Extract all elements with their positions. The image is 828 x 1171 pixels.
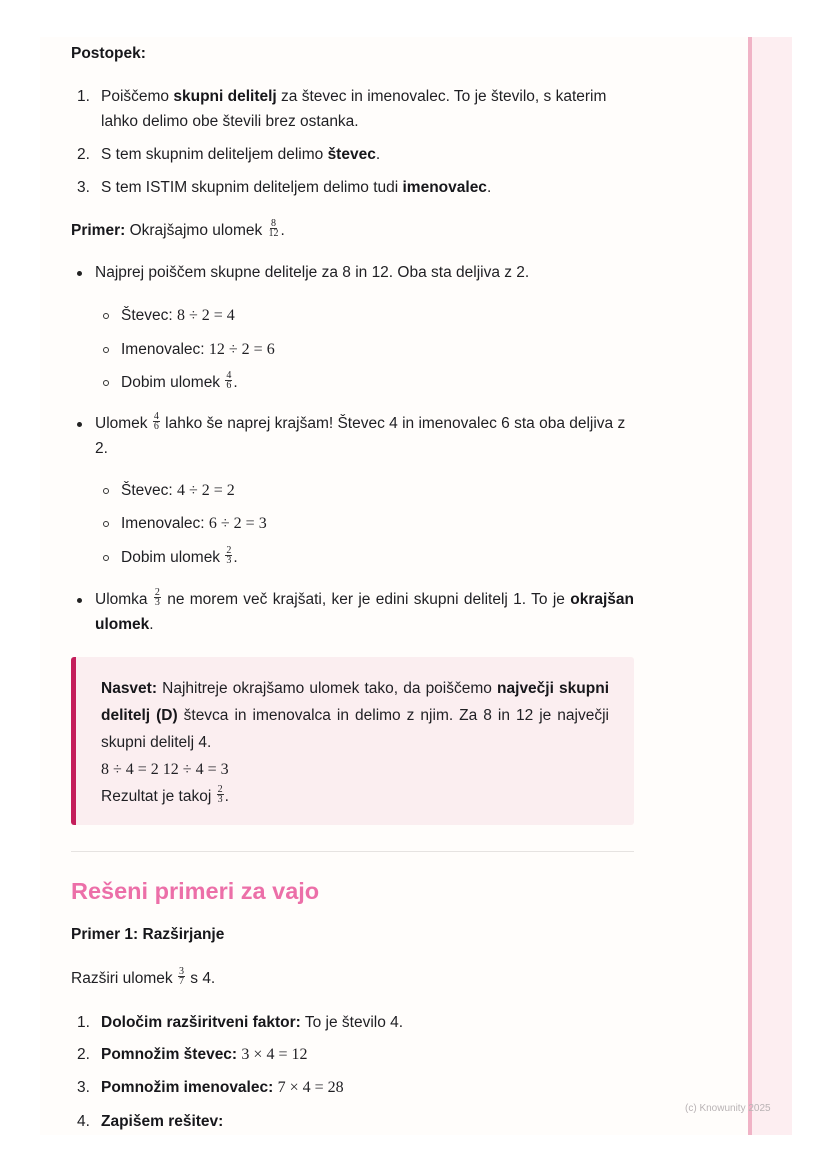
circle-bullet-icon <box>103 380 109 386</box>
fraction <box>225 546 232 565</box>
bullet-icon <box>77 422 82 427</box>
tip-math: 8 ÷ 4 = 2 12 ÷ 4 = 3 <box>101 761 229 778</box>
fraction-numerator: 8 <box>271 218 277 230</box>
fraction-denominator: 12 <box>268 228 279 240</box>
circle-bullet-icon <box>103 521 109 527</box>
example-step-3 <box>77 1075 634 1100</box>
math-expression: 12 ÷ 2 = 6 <box>208 341 275 358</box>
math-expression: 3 × 4 = 12 <box>241 1046 308 1063</box>
bullet-text: Ulomka <box>95 591 153 608</box>
bullet-text: Ulomek <box>95 415 152 432</box>
sub-item <box>71 478 634 503</box>
tip-callout <box>71 657 634 825</box>
circle-bullet-icon <box>103 488 109 494</box>
sub-label: Števec: <box>121 482 177 499</box>
bullet-icon <box>77 598 82 603</box>
step-number: 1. <box>77 1014 90 1031</box>
sub-label: Števec: <box>121 307 177 324</box>
sub-item <box>71 337 634 362</box>
side-panel <box>752 37 792 1135</box>
fraction-numerator: 4 <box>153 411 159 423</box>
step-text: S tem skupnim deliteljem delimo <box>101 146 328 163</box>
circle-bullet-icon <box>103 347 109 353</box>
fraction-denominator: 7 <box>178 976 184 988</box>
step-bold: Zapišem rešitev: <box>101 1113 224 1130</box>
punctuation: . <box>224 788 229 805</box>
sub-item <box>71 303 634 328</box>
step-text: To je število 4. <box>300 1014 404 1031</box>
section-divider <box>71 851 634 852</box>
fraction-denominator: 6 <box>226 380 232 392</box>
tip-result <box>101 783 609 810</box>
fraction <box>154 588 161 607</box>
fraction <box>153 412 160 431</box>
bullet-item-1 <box>71 260 634 285</box>
bullet-item-2 <box>71 411 634 461</box>
fraction <box>178 967 185 986</box>
fraction-numerator: 2 <box>154 587 160 599</box>
step-text: . <box>486 179 492 196</box>
bullet-text: Najprej poiščem skupne delitelje za 8 in 12. Oba sta deljiva z 2. <box>95 264 530 281</box>
tip-body <box>101 675 609 810</box>
example-step-4 <box>77 1109 634 1134</box>
copyright-footer: (c) Knowunity 2025 <box>685 1103 771 1114</box>
tip-label: Nasvet: <box>101 680 157 697</box>
step-number: 4. <box>77 1113 90 1130</box>
postopek-step-1 <box>77 84 634 134</box>
circle-bullet-icon <box>103 555 109 561</box>
fraction <box>268 219 280 238</box>
step-text: Poiščemo <box>101 88 174 105</box>
bullet-item-3 <box>71 587 634 637</box>
step-bold: Pomnožim števec: <box>101 1046 238 1063</box>
primer-text: Okrajšajmo ulomek <box>125 222 267 239</box>
step-number: 2. <box>77 1046 90 1063</box>
math-expression: 8 ÷ 2 = 4 <box>177 307 235 324</box>
example-title: Primer 1: Razširjanje <box>71 926 225 943</box>
tip-text: Najhitreje okrajšamo ulomek tako, da poiščemo <box>157 680 498 697</box>
fraction <box>217 785 224 804</box>
postopek-step-3 <box>77 175 634 200</box>
fraction-denominator: 3 <box>217 794 223 806</box>
tip-paragraph <box>101 675 609 756</box>
step-text: . <box>375 146 381 163</box>
sub-label: Dobim ulomek <box>121 549 225 566</box>
fraction-denominator: 3 <box>226 555 232 567</box>
tip-bold: največji skupni delitelj (D) <box>101 680 609 724</box>
fraction-denominator: 3 <box>154 597 160 609</box>
step-text: za števec in imenovalec. To je število, s katerim lahko delimo obe števili brez ostanka. <box>101 88 607 130</box>
math-expression: 6 ÷ 2 = 3 <box>208 515 267 532</box>
step-bold: imenovalec <box>402 179 487 196</box>
primer-paragraph <box>71 218 634 243</box>
fraction-numerator: 2 <box>226 545 232 557</box>
bullet-text: lahko še naprej krajšam! Števec 4 in imenovalec 6 sta oba deljiva z 2. <box>95 415 626 457</box>
step-bold: števec <box>327 146 376 163</box>
postopek-step-2 <box>77 142 634 167</box>
fraction-numerator: 3 <box>178 966 184 978</box>
example-step-1 <box>77 1010 634 1035</box>
fraction <box>225 371 232 390</box>
sub-item <box>71 545 634 570</box>
sub-label: Dobim ulomek <box>121 374 225 391</box>
punctuation: . <box>233 374 238 391</box>
step-bold: Pomnožim imenovalec: <box>101 1079 274 1096</box>
section-heading: Rešeni primeri za vajo <box>71 878 320 904</box>
tip-result-text: Rezultat je takoj <box>101 788 216 805</box>
task-text: s 4. <box>185 970 216 987</box>
punctuation: . <box>149 616 154 633</box>
step-number: 2. <box>77 146 90 163</box>
punctuation: . <box>233 549 238 566</box>
sub-label: Imenovalec: <box>121 341 209 358</box>
step-text: S tem ISTIM skupnim deliteljem delimo tudi <box>101 179 403 196</box>
tip-text: števca in imenovalca in delimo z njim. Za 8 in 12 je največji skupni delitelj 4. <box>101 707 609 751</box>
step-number: 1. <box>77 88 90 105</box>
bullet-bold: okrajšan ulomek <box>95 591 634 633</box>
math-expression: 7 × 4 = 28 <box>277 1079 344 1096</box>
primer-label: Primer: <box>71 222 126 239</box>
step-number: 3. <box>77 179 90 196</box>
circle-bullet-icon <box>103 313 109 319</box>
fraction-denominator: 6 <box>153 421 159 433</box>
example-task <box>71 966 634 991</box>
sub-item <box>71 370 634 395</box>
bullet-icon <box>77 271 82 276</box>
sub-label: Imenovalec: <box>121 515 209 532</box>
fraction-numerator: 4 <box>226 370 232 382</box>
fraction-numerator: 2 <box>217 784 223 796</box>
math-expression: 4 ÷ 2 = 2 <box>177 482 235 499</box>
postopek-heading: Postopek: <box>71 45 146 62</box>
step-number: 3. <box>77 1079 90 1096</box>
step-bold: skupni delitelj <box>173 88 277 105</box>
step-bold: Določim razširitveni faktor: <box>101 1014 301 1031</box>
bullet-text: ne morem več krajšati, ker je edini skupni delitelj 1. To je <box>161 591 571 608</box>
example-step-2 <box>77 1042 634 1067</box>
punctuation: . <box>280 222 285 239</box>
sub-item <box>71 511 634 536</box>
tip-accent-bar <box>71 657 76 825</box>
task-text: Razširi ulomek <box>71 970 177 987</box>
